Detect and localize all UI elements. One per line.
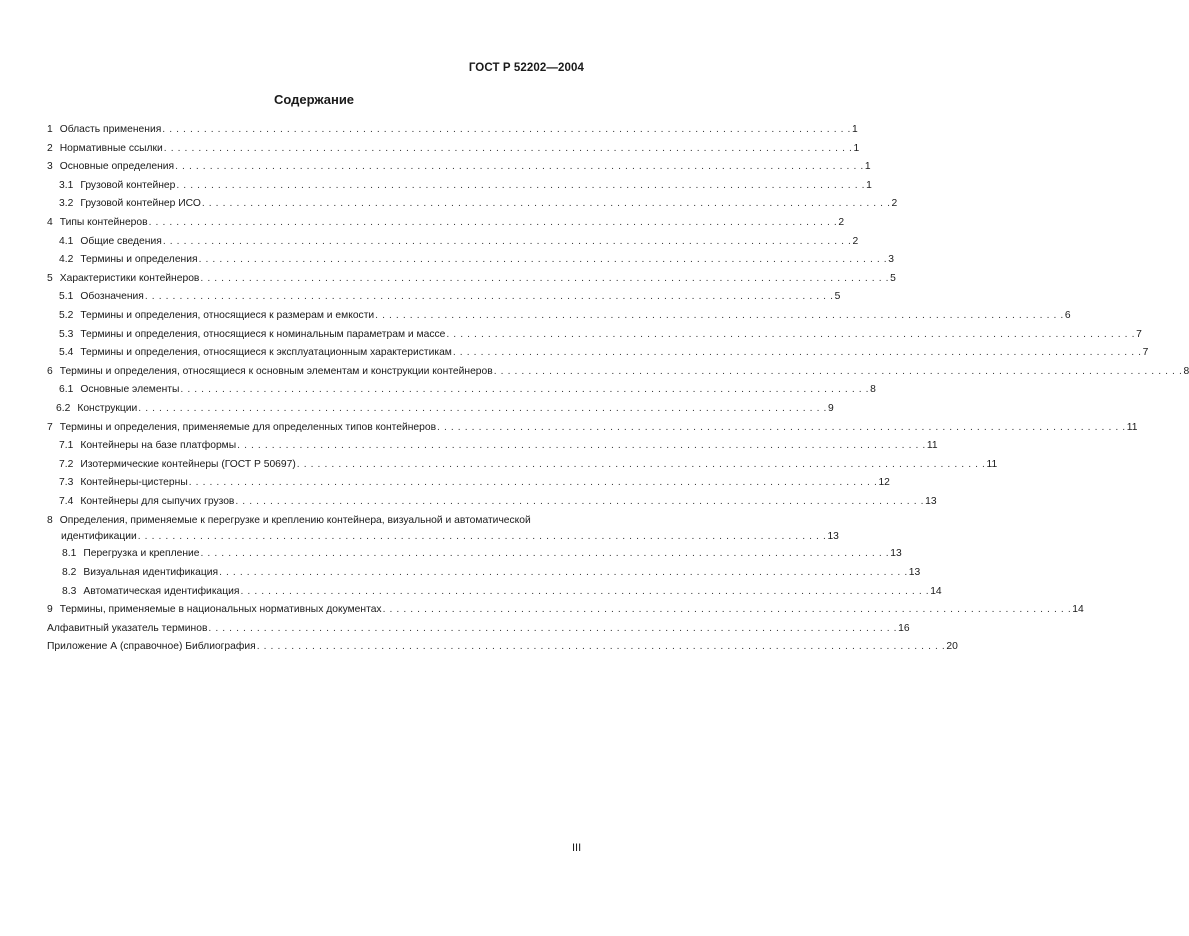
toc-entry[interactable]	[47, 620, 910, 639]
toc-entry-number: 2	[47, 142, 53, 154]
toc-entry-number: 7.4	[59, 495, 74, 507]
toc-entry[interactable]	[47, 344, 1149, 363]
dot-leader	[257, 638, 946, 657]
toc-entry[interactable]	[47, 270, 896, 289]
toc-entry-text: Перегрузка и крепление	[83, 548, 200, 560]
toc-entry-page: 11	[926, 440, 938, 452]
dot-leader	[176, 177, 865, 196]
toc-entry-page: 14	[1072, 604, 1084, 616]
toc-entry[interactable]	[47, 564, 921, 583]
page-number: III	[572, 842, 582, 854]
toc-entry[interactable]	[47, 214, 845, 233]
toc-entry-page: 5	[834, 291, 841, 303]
toc-entry-text: Термины и определения	[80, 254, 198, 266]
toc-entry-number: 8.2	[62, 567, 77, 579]
toc-entry-text: Контейнеры для сыпучих грузов	[80, 495, 235, 507]
toc-entry[interactable]	[47, 456, 998, 475]
dot-leader	[180, 381, 869, 400]
toc-entry-text: Алфавитный указатель терминов	[47, 622, 208, 634]
toc-entry-number: 1	[47, 124, 53, 135]
toc-entry-page: 14	[930, 585, 942, 597]
dot-leader	[208, 620, 897, 639]
toc-entry-number: 6.2	[56, 402, 71, 414]
dot-leader	[175, 158, 864, 177]
toc-entry-text: Основные определения	[59, 161, 175, 173]
toc-entry-number: 7.3	[59, 477, 74, 489]
dot-leader	[145, 288, 834, 307]
toc-entry-number: 3.2	[59, 198, 74, 210]
toc-entry-number: 8.1	[62, 548, 77, 560]
toc-entry-text: Грузовой контейнер	[80, 179, 176, 191]
toc-entry[interactable]	[47, 493, 937, 512]
toc-entry-text: Термины и определения, относящиеся к размерам и емкости	[80, 309, 375, 321]
toc-entry-page: 1	[853, 142, 860, 154]
toc-entry-text: Конструкции	[77, 402, 138, 414]
toc-entry-number: 8.3	[62, 585, 77, 597]
dot-leader	[297, 456, 986, 475]
dot-leader	[149, 214, 838, 233]
toc-entry-page: 1	[864, 161, 871, 173]
toc-entry-number: 5.2	[59, 309, 74, 321]
toc-entry-page: 9	[827, 402, 834, 414]
toc-entry-text: Область применения	[59, 124, 162, 135]
toc-entry-page: 3	[888, 254, 894, 266]
toc-entry-number: 9	[47, 604, 53, 616]
toc-entry-text: Основные элементы	[80, 384, 180, 396]
toc-entry[interactable]	[47, 363, 1189, 382]
toc-entry-page: 8	[870, 384, 876, 396]
toc-entry[interactable]	[47, 638, 958, 657]
toc-entry-text: Характеристики контейнеров	[59, 272, 200, 284]
toc-entry-page: 13	[925, 495, 937, 507]
toc-entry-number: 4.2	[59, 254, 74, 266]
dot-leader	[138, 528, 827, 545]
dot-leader	[164, 140, 853, 159]
dot-leader	[138, 400, 827, 419]
toc-entry-page: 6	[1064, 309, 1071, 321]
toc-entry-page: 13	[908, 567, 921, 579]
toc-entry-text: Термины и определения, относящиеся к номинальным параметрам и массе	[80, 328, 446, 340]
toc-entry-number: 3	[47, 161, 53, 173]
toc-entry-text: Автоматическая идентификация	[83, 585, 240, 597]
toc-entry-text: Определения, применяемые к перегрузке и креплению контейнера, визуальной и автоматической	[59, 515, 531, 527]
document-id-header: ГОСТ Р 52202—2004	[468, 62, 584, 74]
toc-entry-number: 6	[47, 365, 53, 377]
toc-entry-number: 5	[47, 272, 53, 284]
toc-entry[interactable]	[47, 140, 860, 159]
toc-entry[interactable]	[47, 307, 1071, 326]
dot-leader	[383, 601, 1072, 620]
toc-entry-number: 7	[47, 421, 53, 433]
toc-entry-text: Грузовой контейнер ИСО	[80, 198, 201, 210]
toc-entry[interactable]	[47, 437, 938, 456]
toc-entry[interactable]	[47, 195, 898, 214]
toc-entry-text-continued: идентификации	[61, 531, 137, 543]
toc-entry-page: 8	[1183, 365, 1189, 377]
toc-entry-number: 5.3	[59, 328, 74, 340]
toc-entry-text: Термины и определения, применяемые для определенных типов контейнеров	[59, 421, 437, 433]
toc-entry-number: 7.1	[59, 440, 74, 452]
toc-entry-page: 7	[1136, 328, 1142, 340]
toc-entry-page: 2	[891, 198, 898, 210]
toc-entry-page: 2	[852, 235, 859, 247]
toc-entry-text: Термины и определения, относящиеся к основным элементам и конструкции контейнеров	[59, 365, 493, 377]
toc-entry[interactable]	[47, 121, 858, 140]
dot-leader	[437, 419, 1126, 438]
toc-entry-text: Обозначения	[80, 291, 144, 303]
toc-entry[interactable]	[47, 233, 859, 252]
toc-entry[interactable]	[47, 251, 894, 270]
toc-entry-page: 1	[852, 124, 858, 135]
toc-entry[interactable]	[47, 583, 942, 602]
dot-leader	[241, 583, 930, 602]
toc-entry[interactable]	[47, 601, 1084, 620]
toc-entry-text: Общие сведения	[80, 235, 162, 247]
table-of-contents	[47, 121, 1189, 657]
toc-entry-text: Термины и определения, относящиеся к эксплуатационным характеристикам	[80, 347, 452, 359]
toc-entry[interactable]	[47, 177, 872, 196]
toc-entry-number: 8	[47, 515, 53, 527]
toc-entry-page: 13	[890, 548, 902, 560]
toc-entry[interactable]	[47, 381, 876, 400]
dot-leader	[163, 233, 852, 252]
toc-entry-page: 11	[986, 458, 998, 470]
toc-entry-number: 4	[47, 216, 53, 228]
toc-entry-text: Изотермические контейнеры (ГОСТ Р 50697)	[80, 458, 296, 470]
toc-entry-number: 3.1	[59, 179, 74, 191]
dot-leader	[494, 363, 1183, 382]
dot-leader	[235, 493, 924, 512]
dot-leader	[446, 326, 1135, 345]
toc-entry[interactable]	[47, 474, 890, 493]
dot-leader	[375, 307, 1064, 326]
toc-entry[interactable]	[47, 419, 1138, 438]
dot-leader	[200, 270, 889, 289]
toc-entry[interactable]	[47, 158, 871, 177]
toc-entry-text: Визуальная идентификация	[83, 567, 219, 579]
toc-entry-page: 16	[898, 622, 910, 634]
toc-entry-text: Контейнеры на базе платформы	[80, 440, 237, 452]
toc-entry-text: Приложение А (справочное) Библиография	[47, 641, 256, 653]
dot-leader	[453, 344, 1142, 363]
dot-leader	[201, 545, 890, 564]
toc-entry-number: 4.1	[59, 235, 74, 247]
toc-entry-text: Термины, применяемые в национальных нормативных документах	[59, 604, 382, 616]
dot-leader	[237, 437, 926, 456]
toc-entry-text: Типы контейнеров	[59, 216, 148, 228]
toc-entry-page: 20	[946, 641, 958, 653]
toc-entry-number: 6.1	[59, 384, 74, 396]
toc-entry[interactable]	[47, 326, 1142, 345]
toc-entry-page: 2	[838, 216, 845, 228]
toc-entry[interactable]	[47, 400, 834, 419]
toc-entry-8[interactable]	[47, 513, 839, 545]
toc-entry-page: 7	[1142, 347, 1149, 359]
toc-entry-number: 7.2	[59, 458, 74, 470]
toc-entry-page: 11	[1126, 421, 1138, 433]
dot-leader	[202, 195, 891, 214]
page-title: Содержание	[273, 92, 355, 107]
toc-entry[interactable]	[47, 545, 902, 564]
toc-entry-text: Контейнеры-цистерны	[80, 477, 188, 489]
dot-leader	[189, 474, 878, 493]
toc-entry-page: 13	[827, 531, 839, 543]
toc-entry[interactable]	[47, 288, 841, 307]
toc-entry-page: 1	[866, 179, 872, 191]
toc-entry-page: 5	[890, 272, 896, 284]
toc-entry-page: 12	[878, 477, 890, 489]
toc-entry-number: 5.1	[59, 291, 74, 303]
toc-entry-text: Нормативные ссылки	[59, 142, 163, 154]
toc-entry-number: 5.4	[59, 347, 74, 359]
dot-leader	[199, 251, 888, 270]
dot-leader	[219, 564, 908, 583]
dot-leader	[162, 121, 851, 140]
